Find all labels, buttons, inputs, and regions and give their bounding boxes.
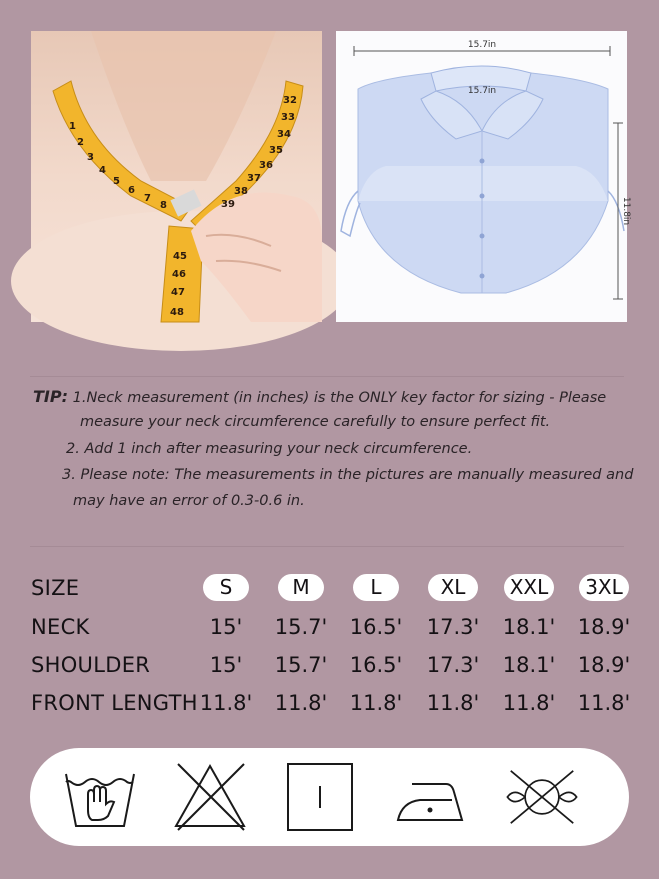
tape-number: 4 [99,165,106,176]
table-cell: 17.3' [426,653,480,677]
tape-number: 45 [173,251,187,262]
table-cell: 17.3' [426,615,480,639]
neck-row [0,615,659,647]
size-pill: M [278,574,324,601]
tape-number: 7 [144,193,151,204]
size-pill: XXL [504,574,554,601]
neck-measurement-illustration [31,31,322,322]
hand-wash-icon [62,760,138,834]
shoulder-label: SHOULDER [31,653,151,677]
iron-low-heat-icon [392,760,468,834]
do-not-dry-clean-icon [504,760,580,834]
tape-number: 47 [171,287,185,298]
neck-label: NECK [31,615,90,639]
tip-line-1 [33,387,606,406]
divider [30,376,624,377]
table-cell: 15.7' [274,615,328,639]
collar-diagram [336,31,631,322]
shoulder-row [0,653,659,685]
front-length-row [0,691,659,723]
tape-number: 36 [259,160,273,171]
tip-text-1: 1.Neck measurement (in inches) is the ONLY key factor for sizing - Please [72,390,607,406]
tape-number: 46 [172,269,186,280]
table-cell: 15' [209,615,243,639]
tape-number: 6 [128,185,135,196]
height-dimension-label: 11.8in [621,196,631,226]
neck-measurement-photo [31,31,322,322]
table-cell: 11.8' [577,691,631,715]
tape-number: 35 [269,145,283,156]
tape-number: 1 [69,121,76,132]
width-dimension-label: 15.7in [467,40,497,50]
do-not-bleach-icon [172,760,248,834]
table-cell: 11.8' [502,691,556,715]
size-label: SIZE [31,576,80,600]
table-cell: 11.8' [349,691,403,715]
table-cell: 16.5' [349,615,403,639]
table-cell: 11.8' [426,691,480,715]
collar-illustration [336,31,631,322]
tape-number: 32 [283,95,297,106]
size-pill: XL [428,574,478,601]
table-cell: 18.9' [577,615,631,639]
table-cell: 15' [209,653,243,677]
front-length-label: FRONT LENGTH [31,691,198,715]
tip-label: TIP: [33,387,68,406]
tip-line-3: 3. Please note: The measurements in the pictures are manually measured and [62,467,634,483]
tape-number: 2 [77,137,84,148]
tape-number: 5 [113,176,120,187]
table-cell: 11.8' [274,691,328,715]
table-cell: 11.8' [199,691,253,715]
table-cell: 18.1' [502,615,556,639]
tip-line-2: 2. Add 1 inch after measuring your neck circumference. [66,441,473,457]
table-cell: 18.1' [502,653,556,677]
tape-number: 38 [234,186,248,197]
tip-line-1b: measure your neck circumference carefully to ensure perfect fit. [80,414,551,430]
size-header-row [0,576,659,608]
table-cell: 16.5' [349,653,403,677]
tip-line-3b: may have an error of 0.3-0.6 in. [73,493,305,509]
table-cell: 18.9' [577,653,631,677]
divider [30,546,624,547]
size-pill: L [353,574,399,601]
size-pill: S [203,574,249,601]
tape-number: 3 [87,152,94,163]
size-pill: 3XL [579,574,629,601]
care-instructions-bar [30,748,629,846]
tape-number: 39 [221,199,235,210]
tape-number: 33 [281,112,295,123]
table-cell: 15.7' [274,653,328,677]
collar-width-label: 15.7in [467,86,497,96]
tape-number: 8 [160,200,167,211]
tape-number: 34 [277,129,291,140]
tape-number: 48 [170,307,184,318]
tape-number: 37 [247,173,261,184]
tumble-dry-icon [282,760,358,834]
